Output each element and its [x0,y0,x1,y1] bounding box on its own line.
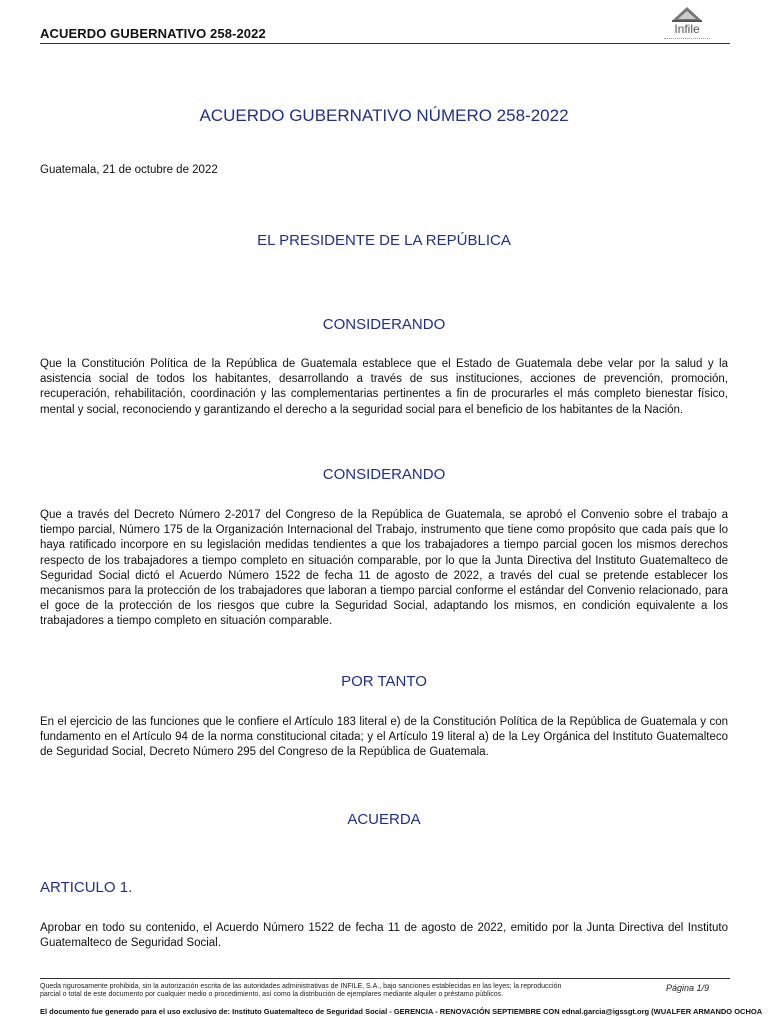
articulo-1-text: Aprobar en todo su contenido, el Acuerdo Número 1522 de fecha 11 de agosto de 2022, emitido por la Junta Directiva del Instituto Guatemalteco de Seguridad Social. [40,922,728,950]
infile-logo [664,6,710,44]
considerando-2-text: Que a través del Decreto Número 2-2017 del Congreso de la República de Guatemala, se aprobó el Convenio sobre el trabajo a tiempo parcial, Número 175 de la Organización Internacional del Trabajo, instrumento que tiene como propósito que cada país que lo haya ratificado incorpore en su legislación medidas tendientes a que los trabajadores a tiempo parcial gocen los mismos derechos respecto de los trabajadores a tiempo completo en situación comparable, por lo que la Junta Directiva del Instituto Guatemalteco de Seguridad Social dictó el Acuerdo Número 1522 de fecha 11 de agosto de 2022, a través del cual se pretende establecer los mecanismos para la protección de los trabajadores que laboran a tiempo parcial conforme el estándar del Convenio relacionado, para el goce de la protección de los riesgos que cubre la Seguridad Social, adaptando los mismos, en condición equivalente a los trabajadores a tiempo completo en situación comparable. [40,509,728,628]
footer-divider [40,978,730,979]
footer-generated-for: El documento fue generado para el uso exclusivo de: Instituto Guatemalteco de Seguridad Social - GERENCIA - RENOVACIÓN SEPTIEMBRE CON ednal.garcia@igssgt.org (WUALFER ARMANDO OCHOA [40,1007,763,1016]
considerando-1-heading: CONSIDERANDO [322,316,446,333]
authority-heading: EL PRESIDENTE DE LA REPÚBLICA [257,232,511,249]
considerando-1-text: Que la Constitución Política de la República de Guatemala establece que el Estado de Guatemala debe velar por la salud y la asistencia social de todos los habitantes, desarrollando a través de sus instituciones, acciones de prevención, promoción, recuperación, rehabilitación, coordinación y las complementarias pertinentes a fin de procurarles el más completo bienestar físico, mental y social, reconociendo y garantizando el derecho a la seguridad social para el beneficio de los habitantes de la Nación. [40,358,728,416]
footer-legal-notice: Queda rigurosamente prohibida, sin la autorización escrita de las autoridades administrativas de INFILE, S.A., bajo sanciones establecidas en las leyes; la reproducción parcial o total de este documento por cualquier medio o procedimiento, así como la distribución de ejemplares mediante alquiler o préstamo públicos. [40,983,562,998]
page-number: Página 1/9 [666,983,710,993]
header-title: ACUERDO GUBERNATIVO 258-2022 [40,26,266,41]
considerando-2-heading: CONSIDERANDO [322,466,446,483]
acuerda-heading: ACUERDA [347,811,421,828]
por-tanto-text: En el ejercicio de las funciones que le confiere el Artículo 183 literal e) de la Constitución Política de la República de Guatemala y con fundamento en el Artículo 94 de la norma constitucional citada; y el Artículo 19 literal a) de la Ley Orgánica del Instituto Guatemalteco de Seguridad Social, Decreto Número 295 del Congreso de la República de Guatemala. [40,716,728,759]
logo-tagline-divider [664,38,710,41]
articulo-1-heading: ARTICULO 1. [40,879,133,896]
header-divider [40,43,730,44]
document-title: ACUERDO GUBERNATIVO NÚMERO 258-2022 [199,106,569,125]
document-date: Guatemala, 21 de octubre de 2022 [40,164,218,176]
por-tanto-heading: POR TANTO [341,673,427,690]
logo-text: Infile [674,22,700,36]
